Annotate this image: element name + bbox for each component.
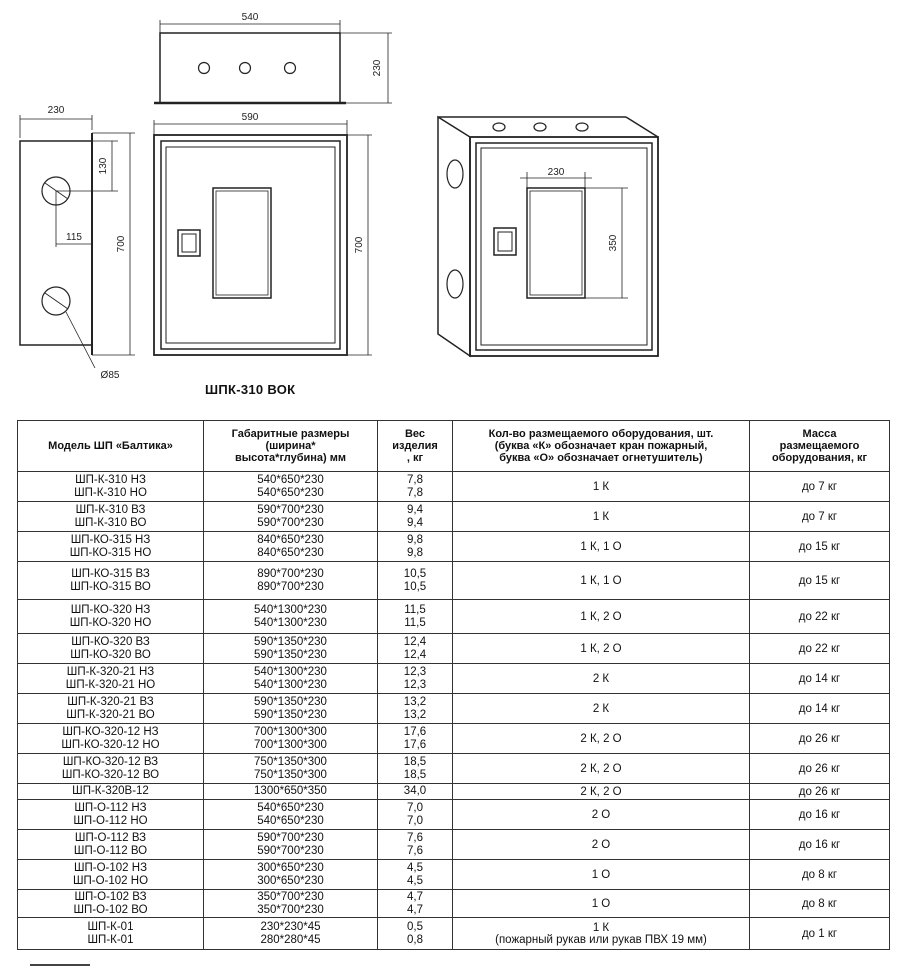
model-cell-line: ШП-К-320-21 НО <box>65 678 156 691</box>
weight-cell-line: 11,5 <box>404 604 426 617</box>
model-cell-line: ШП-КО-320 ВЗ <box>71 636 150 649</box>
model-cell-line: ШП-О-102 ВО <box>73 903 148 916</box>
table-row <box>18 830 890 860</box>
table-row <box>18 860 890 890</box>
model-cell-line: ШП-О-112 НО <box>73 814 148 827</box>
dim-side-height: 700 <box>116 235 127 253</box>
model-cell <box>18 664 204 694</box>
header-weight: Вес изделия , кг <box>378 421 453 472</box>
mass-cell: до 15 кг <box>750 532 890 562</box>
weight-cell-line: 9,4 <box>407 516 423 529</box>
weight-cell <box>378 830 453 860</box>
weight-cell-line: 7,6 <box>407 844 423 857</box>
weight-cell-line: 17,6 <box>403 726 427 739</box>
model-cell-line: ШП-К-01 <box>87 921 134 934</box>
size-cell <box>204 800 378 830</box>
weight-cell <box>378 694 453 724</box>
specs-table <box>17 420 890 950</box>
mass-cell: до 22 кг <box>750 600 890 634</box>
header-model: Модель ШП «Балтика» <box>18 421 204 472</box>
model-cell-line: ШП-КО-320 ВО <box>70 648 151 661</box>
model-cell-line: ШП-О-112 ВЗ <box>74 832 147 845</box>
size-cell <box>204 634 378 664</box>
dim-front-width: 590 <box>241 112 259 123</box>
mass-cell: до 14 кг <box>750 664 890 694</box>
weight-cell-line: 0,5 <box>407 921 423 934</box>
weight-cell-line: 4,7 <box>407 903 423 916</box>
weight-cell-line: 7,6 <box>407 832 423 845</box>
weight-cell-line: 9,8 <box>407 546 423 559</box>
equipment-cell: 1 К <box>453 502 750 532</box>
weight-cell <box>378 562 453 600</box>
size-cell-line: 590*1350*230 <box>254 648 327 661</box>
table-row <box>18 600 890 634</box>
size-cell-line: 840*650*230 <box>257 534 324 547</box>
size-cell <box>204 562 378 600</box>
dim-hole-offset-h: 115 <box>66 232 82 243</box>
table-row <box>18 634 890 664</box>
weight-cell-line: 12,4 <box>403 636 427 649</box>
model-cell-line: ШП-К-310 ВО <box>74 516 147 529</box>
footnote-divider <box>30 964 90 966</box>
size-cell-line: 540*1300*230 <box>254 604 327 617</box>
cabinet-technical-drawing <box>0 0 905 410</box>
dim-window-width: 230 <box>547 167 565 178</box>
weight-cell <box>378 664 453 694</box>
equipment-cell: 1 О <box>453 860 750 890</box>
weight-cell <box>378 600 453 634</box>
size-cell <box>204 502 378 532</box>
size-cell <box>204 724 378 754</box>
table-row <box>18 694 890 724</box>
weight-cell-line: 18,5 <box>403 768 427 781</box>
weight-cell <box>378 532 453 562</box>
weight-cell-line: 7,0 <box>407 802 423 815</box>
weight-cell-line: 13,2 <box>403 708 427 721</box>
equipment-cell: 2 К, 2 О <box>453 784 750 800</box>
mass-cell: до 26 кг <box>750 784 890 800</box>
weight-cell <box>378 724 453 754</box>
weight-cell-line: 12,3 <box>403 678 427 691</box>
iso-view <box>438 117 658 356</box>
size-cell-line: 350*700*230 <box>257 903 324 916</box>
equipment-cell: 1 К (пожарный рукав или рукав ПВХ 19 мм) <box>453 918 750 950</box>
equipment-cell: 1 К, 2 О <box>453 634 750 664</box>
weight-cell-line: 9,4 <box>407 504 423 517</box>
size-cell-line: 700*1300*300 <box>254 738 327 751</box>
model-caption: ШПК-310 ВОК <box>205 382 296 397</box>
table-row <box>18 754 890 784</box>
table-row <box>18 724 890 754</box>
weight-cell-line: 12,4 <box>403 648 427 661</box>
mass-cell: до 14 кг <box>750 694 890 724</box>
header-mass: Масса размещаемого оборудования, кг <box>750 421 890 472</box>
equipment-cell: 1 О <box>453 890 750 918</box>
size-cell <box>204 830 378 860</box>
model-cell <box>18 562 204 600</box>
model-cell-line: ШП-КО-320-12 НЗ <box>62 726 159 739</box>
size-cell-line: 750*1350*300 <box>254 756 327 769</box>
model-cell-line: ШП-О-102 ВЗ <box>74 891 147 904</box>
size-cell-line: 540*650*230 <box>257 474 324 487</box>
weight-cell-line: 7,8 <box>407 474 423 487</box>
equipment-cell: 2 О <box>453 800 750 830</box>
equipment-cell: 1 К, 1 О <box>453 532 750 562</box>
dim-window-height: 350 <box>608 234 619 252</box>
size-cell <box>204 532 378 562</box>
model-cell <box>18 830 204 860</box>
table-row <box>18 918 890 950</box>
specs-table-body <box>18 472 890 950</box>
weight-cell <box>378 754 453 784</box>
table-row <box>18 502 890 532</box>
equipment-cell: 2 К, 2 О <box>453 754 750 784</box>
weight-cell-line: 0,8 <box>407 933 423 946</box>
model-cell-line: ШП-К-01 <box>87 933 134 946</box>
model-cell <box>18 860 204 890</box>
weight-cell-line: 18,5 <box>403 756 427 769</box>
size-cell-line: 590*700*230 <box>257 516 324 529</box>
model-cell-line: ШП-КО-320-12 ВЗ <box>62 756 159 769</box>
table-row <box>18 890 890 918</box>
model-cell-line: ШП-КО-320 НО <box>69 616 152 629</box>
model-cell-line: ШП-К-310 НЗ <box>75 474 146 487</box>
size-cell-line: 750*1350*300 <box>254 768 327 781</box>
size-cell <box>204 694 378 724</box>
model-cell-line: ШП-К-320В-12 <box>72 785 149 798</box>
table-row <box>18 664 890 694</box>
equipment-cell: 2 О <box>453 830 750 860</box>
mass-cell: до 1 кг <box>750 918 890 950</box>
dim-front-height: 700 <box>354 236 365 254</box>
weight-cell-line: 9,8 <box>407 534 423 547</box>
table-header-row <box>18 421 890 472</box>
model-cell <box>18 724 204 754</box>
weight-cell-line: 4,7 <box>407 891 423 904</box>
table-row <box>18 562 890 600</box>
model-cell <box>18 694 204 724</box>
dim-hole-diameter: Ø85 <box>100 370 120 381</box>
header-size: Габаритные размеры (ширина* высота*глубина) мм <box>204 421 378 472</box>
table-row <box>18 472 890 502</box>
size-cell <box>204 918 378 950</box>
weight-cell-line: 7,0 <box>407 814 423 827</box>
weight-cell <box>378 784 453 800</box>
size-cell-line: 230*230*45 <box>260 921 321 934</box>
size-cell-line: 590*1350*230 <box>254 696 327 709</box>
mass-cell: до 26 кг <box>750 724 890 754</box>
weight-cell <box>378 472 453 502</box>
mass-cell: до 8 кг <box>750 860 890 890</box>
dim-top-width: 540 <box>241 12 259 23</box>
size-cell <box>204 890 378 918</box>
model-cell <box>18 800 204 830</box>
model-cell-line: ШП-КО-315 НЗ <box>70 534 151 547</box>
mass-cell: до 15 кг <box>750 562 890 600</box>
weight-cell-line: 34,0 <box>403 785 427 798</box>
dim-side-depth: 230 <box>47 105 65 116</box>
size-cell <box>204 664 378 694</box>
size-cell-line: 540*1300*230 <box>254 616 327 629</box>
model-cell-line: ШП-О-112 НЗ <box>74 802 147 815</box>
weight-cell-line: 12,3 <box>403 666 427 679</box>
model-cell-line: ШП-О-102 НО <box>72 874 149 887</box>
header-equipment: Кол-во размещаемого оборудования, шт. (буква «К» обозначает кран пожарный, буква «О» обозначает огнетушитель) <box>453 421 750 472</box>
model-cell <box>18 918 204 950</box>
model-cell-line: ШП-КО-315 ВО <box>70 580 151 593</box>
size-cell-line: 890*700*230 <box>257 580 324 593</box>
equipment-cell: 1 К, 1 О <box>453 562 750 600</box>
weight-cell-line: 17,6 <box>403 738 427 751</box>
dim-top-depth: 230 <box>372 59 383 77</box>
table-row <box>18 800 890 830</box>
size-cell-line: 540*650*230 <box>257 802 324 815</box>
weight-cell-line: 11,5 <box>404 616 426 629</box>
model-cell <box>18 754 204 784</box>
model-cell-line: ШП-К-320-21 ВЗ <box>67 696 154 709</box>
size-cell <box>204 784 378 800</box>
size-cell-line: 300*650*230 <box>257 874 324 887</box>
size-cell-line: 540*1300*230 <box>254 666 327 679</box>
size-cell <box>204 472 378 502</box>
weight-cell <box>378 502 453 532</box>
mass-cell: до 16 кг <box>750 830 890 860</box>
mass-cell: до 7 кг <box>750 472 890 502</box>
size-cell-line: 280*280*45 <box>260 933 321 946</box>
equipment-cell: 1 К, 2 О <box>453 600 750 634</box>
equipment-cell: 2 К <box>453 664 750 694</box>
weight-cell-line: 10,5 <box>403 568 427 581</box>
model-cell <box>18 600 204 634</box>
model-cell <box>18 634 204 664</box>
front-view <box>154 120 372 355</box>
model-cell <box>18 890 204 918</box>
model-cell-line: ШП-К-310 НО <box>74 486 147 499</box>
size-cell-line: 590*700*230 <box>257 504 324 517</box>
size-cell-line: 540*1300*230 <box>254 678 327 691</box>
size-cell <box>204 754 378 784</box>
weight-cell <box>378 918 453 950</box>
weight-cell <box>378 860 453 890</box>
model-cell-line: ШП-О-112 ВО <box>73 844 148 857</box>
size-cell-line: 1300*650*350 <box>254 785 327 798</box>
model-cell <box>18 472 204 502</box>
size-cell-line: 890*700*230 <box>257 568 324 581</box>
mass-cell: до 26 кг <box>750 754 890 784</box>
model-cell <box>18 784 204 800</box>
size-cell-line: 540*650*230 <box>257 814 324 827</box>
dim-hole-offset-v: 130 <box>98 157 109 175</box>
model-cell-line: ШП-КО-315 ВЗ <box>71 568 150 581</box>
weight-cell-line: 7,8 <box>407 486 423 499</box>
model-cell-line: ШП-О-102 НЗ <box>73 862 148 875</box>
size-cell <box>204 600 378 634</box>
table-row <box>18 532 890 562</box>
model-cell <box>18 502 204 532</box>
model-cell-line: ШП-К-320-21 ВО <box>66 708 155 721</box>
model-cell-line: ШП-КО-320 НЗ <box>70 604 151 617</box>
weight-cell <box>378 634 453 664</box>
size-cell-line: 540*650*230 <box>257 486 324 499</box>
size-cell-line: 590*1350*230 <box>254 708 327 721</box>
weight-cell <box>378 800 453 830</box>
weight-cell-line: 13,2 <box>403 696 427 709</box>
model-cell-line: ШП-КО-315 НО <box>69 546 152 559</box>
weight-cell <box>378 890 453 918</box>
size-cell-line: 840*650*230 <box>257 546 324 559</box>
weight-cell-line: 10,5 <box>403 580 427 593</box>
size-cell-line: 700*1300*300 <box>254 726 327 739</box>
mass-cell: до 7 кг <box>750 502 890 532</box>
size-cell-line: 590*700*230 <box>257 832 324 845</box>
model-cell-line: ШП-К-320-21 НЗ <box>66 666 155 679</box>
equipment-cell: 1 К <box>453 472 750 502</box>
model-cell <box>18 532 204 562</box>
size-cell-line: 590*700*230 <box>257 844 324 857</box>
weight-cell-line: 4,5 <box>407 862 423 875</box>
table-row <box>18 784 890 800</box>
mass-cell: до 16 кг <box>750 800 890 830</box>
top-view <box>154 20 392 103</box>
size-cell-line: 300*650*230 <box>257 862 324 875</box>
equipment-cell: 2 К <box>453 694 750 724</box>
model-cell-line: ШП-КО-320-12 ВО <box>61 768 160 781</box>
mass-cell: до 8 кг <box>750 890 890 918</box>
weight-cell-line: 4,5 <box>407 874 423 887</box>
model-cell-line: ШП-К-310 ВЗ <box>75 504 146 517</box>
size-cell-line: 590*1350*230 <box>254 636 327 649</box>
size-cell <box>204 860 378 890</box>
model-cell-line: ШП-КО-320-12 НО <box>61 738 160 751</box>
mass-cell: до 22 кг <box>750 634 890 664</box>
equipment-cell: 2 К, 2 О <box>453 724 750 754</box>
size-cell-line: 350*700*230 <box>257 891 324 904</box>
